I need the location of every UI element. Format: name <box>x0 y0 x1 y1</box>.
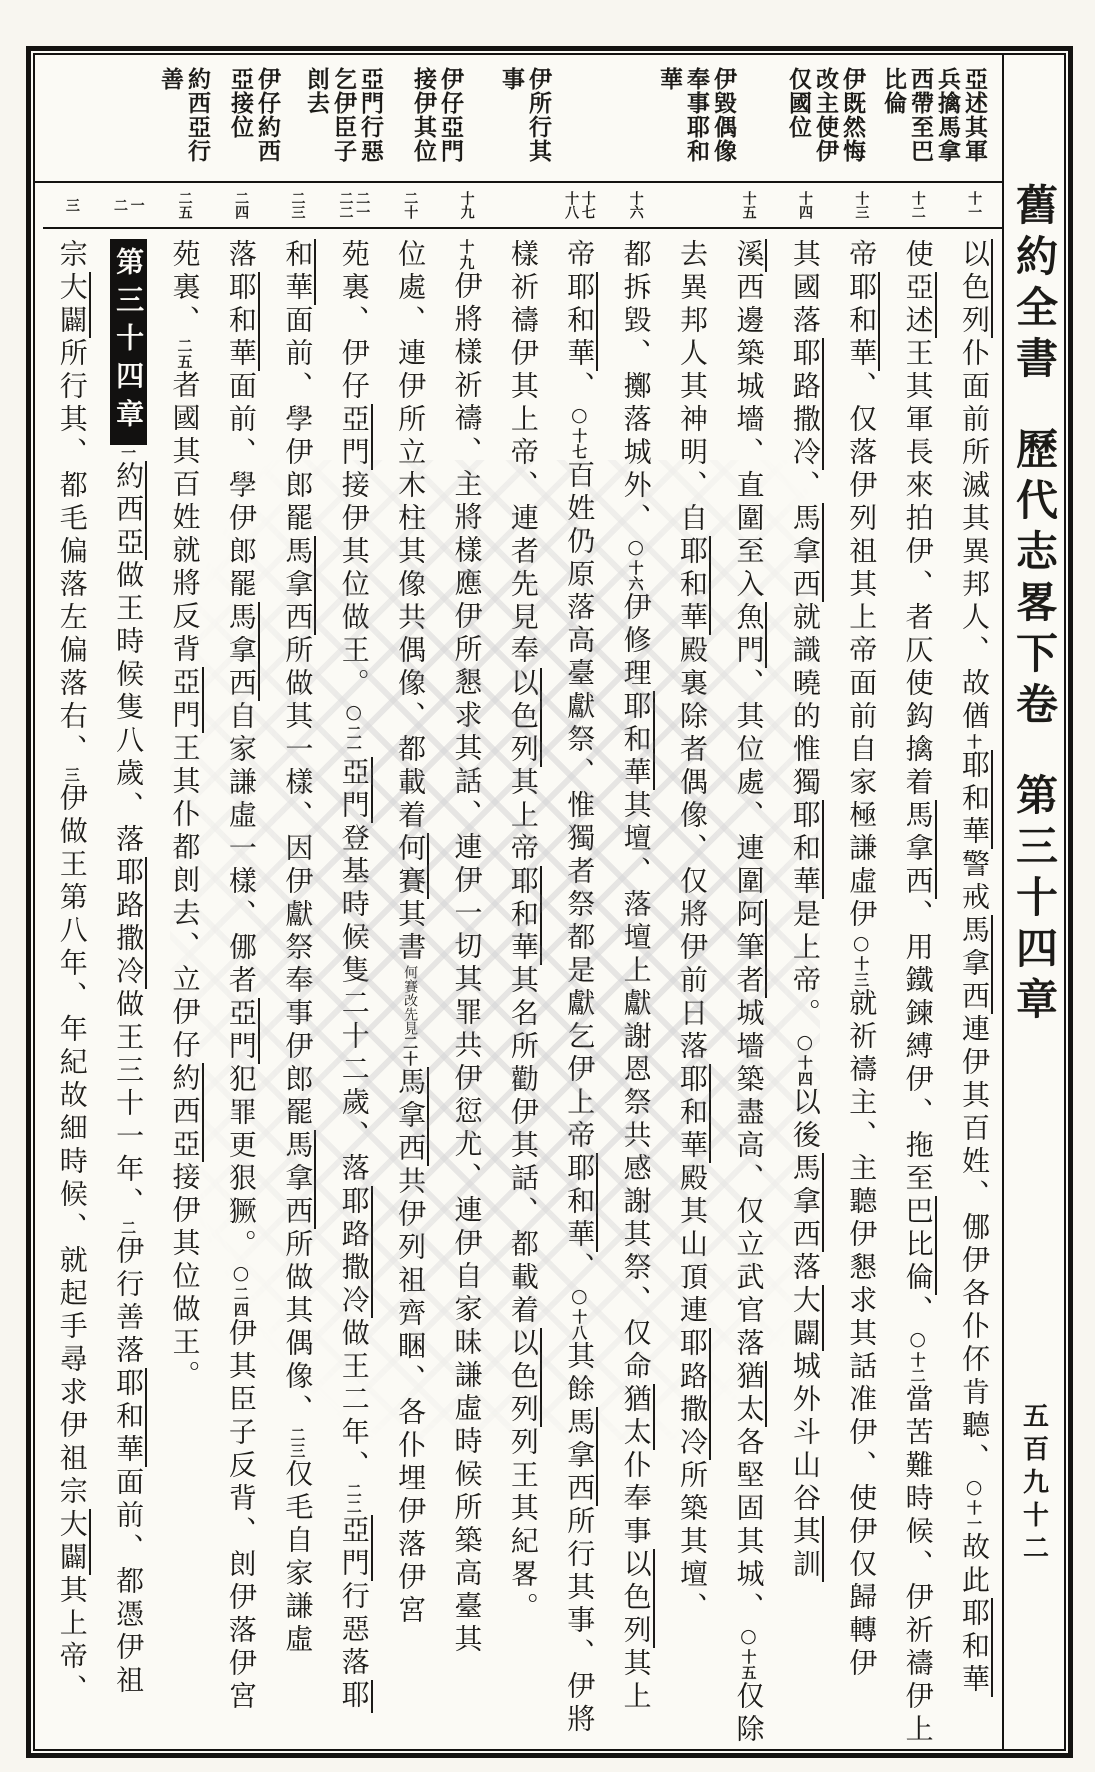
column-text <box>664 229 720 1749</box>
column-text <box>43 229 99 1749</box>
summary-phrase: 約西亞行善 <box>157 67 211 163</box>
text-run: 仆面前所滅其異邦人、故偤 <box>958 338 991 734</box>
proper-name-run: 魚門 <box>732 602 766 668</box>
text-run: 連伊其百姓、㑚伊各仆伓肯聽、 <box>958 1014 991 1476</box>
verse-header-number: 十五 <box>740 191 757 219</box>
text-run: 城墻築盡高、仅立武官落 <box>732 998 766 1361</box>
text-run: 伊行善落 <box>112 1236 146 1368</box>
verse-header-number: 二三 <box>289 191 306 219</box>
proper-name-run: 阿筆者 <box>732 899 766 998</box>
running-title <box>1005 55 1063 1028</box>
verse-number-marker: 十五 <box>739 1649 758 1681</box>
verse-header-cell <box>889 183 945 229</box>
text-run: 當苦難時候、伊祈禱伊上 <box>901 1384 935 1747</box>
column-text <box>833 229 889 1749</box>
text-run: 就識曉的惟獨 <box>788 602 822 800</box>
text-run: 所行其、都毛偏落左偏落右、 <box>55 338 89 767</box>
text-run: 接伊其位做王。 <box>168 1162 202 1393</box>
verse-header-cell <box>664 183 720 229</box>
column-text <box>382 229 438 1749</box>
verse-number-marker: 二 <box>119 1220 138 1236</box>
text-run: 列王其紀畧。 <box>506 1427 540 1625</box>
verse-header-cell <box>156 183 212 229</box>
page-number: 五百九十二 <box>1018 1402 1049 1567</box>
text-run: 故此 <box>958 1532 991 1598</box>
verse-header-cell <box>438 183 494 229</box>
verse-header-cell <box>946 183 1002 229</box>
verse-number-marker: 二五 <box>175 338 194 370</box>
column-text <box>438 229 494 1749</box>
text-run: 接伊其位做王。 <box>337 470 371 701</box>
verse-number-marker: 三 <box>62 767 81 783</box>
proper-name-run: 巴比倫 <box>901 1196 935 1295</box>
proper-name-run: 馬拿西 <box>901 800 935 899</box>
summary-phrase: 伊既然悔改主使伊仅國位 <box>785 67 866 163</box>
text-run: 做王時候隻八歲、落 <box>112 560 146 857</box>
proper-name-run: 耶和華 <box>563 272 597 371</box>
proper-name-run: 耶路撒冷 <box>788 338 822 470</box>
text-run: 面前、學伊郎罷 <box>224 371 258 602</box>
verse-ring: ○ <box>568 1285 591 1309</box>
column-text <box>325 229 381 1749</box>
verse-header-number: 二 <box>111 198 128 212</box>
text-column <box>607 183 663 1749</box>
text-column <box>325 183 381 1749</box>
text-column <box>494 183 550 1749</box>
proper-name-run: 其訓 <box>788 1516 822 1582</box>
text-run: 其壇、落壇上獻謝恩祭共感謝其祭、仅命 <box>619 790 653 1384</box>
text-run: 、 <box>563 371 597 404</box>
text-run: 其上 <box>619 1648 653 1714</box>
column-text <box>213 229 269 1749</box>
proper-name-run: 馬拿西 <box>281 1130 315 1229</box>
proper-name-run: 耶路撒冷 <box>676 1328 710 1460</box>
proper-name-run: 馬拿西 <box>563 1407 597 1506</box>
summary-phrase: 伊所行其事 <box>498 67 552 163</box>
verse-header-number: 十七 <box>579 191 596 219</box>
text-run: 其國落 <box>788 239 822 338</box>
proper-name-run: 耶 <box>337 1680 371 1713</box>
text-run: 、用鐵鍊縛伊、拖至 <box>901 899 935 1196</box>
text-run: 百姓仍原落高臺獻祭、惟獨者祭都是獻乞伊上帝 <box>563 460 597 1153</box>
text-run: 帝 <box>845 239 879 272</box>
verse-ring: ○ <box>850 932 873 956</box>
text-run: 、仅落伊列祖其上帝面前自家極謙虛伊 <box>845 371 879 932</box>
summary-phrase: 伊毀偶像奉事耶和華 <box>656 67 737 163</box>
verse-header-cell <box>776 183 832 229</box>
text-run: 位處、連伊所立木柱其像共偶像、都載着 <box>394 239 428 833</box>
text-run: 王其軍長來拍伊、者仄使鈎擒着 <box>901 338 935 800</box>
text-run: 殿其山頂連 <box>676 1163 710 1328</box>
text-run: 所行其事、伊將 <box>563 1506 597 1737</box>
text-run: 仆奉事 <box>619 1450 653 1549</box>
text-run: 登基時候隻二十二歲、落 <box>337 823 371 1186</box>
proper-name-run: 約西亞 <box>168 1063 202 1162</box>
verse-number-marker: 十九 <box>457 239 476 271</box>
summary-phrase: 伊仔亞門接伊其位 <box>410 67 464 163</box>
proper-name-run: 耶和華 <box>506 866 540 965</box>
verse-ring: ○ <box>793 1031 816 1055</box>
proper-name-run: 耶和華 <box>845 272 879 371</box>
text-column <box>43 183 99 1749</box>
proper-name-run: 耶和華 <box>676 536 710 635</box>
text-run: 仅除 <box>732 1681 766 1747</box>
verse-number-marker: 十 <box>965 734 983 750</box>
text-column <box>156 183 212 1749</box>
proper-name-run: 亞述 <box>901 272 935 338</box>
section-title: 歷代志畧下卷 <box>1010 427 1059 733</box>
proper-name-run: 馬拿西 <box>788 503 822 602</box>
page-frame <box>26 46 1073 1758</box>
text-run: 仅毛自家謙虛 <box>281 1459 315 1657</box>
column-text <box>156 229 212 1749</box>
text-run: 殿裏除者偶像、仅將伊前日落 <box>676 635 710 1064</box>
verse-header-cell <box>325 183 381 229</box>
verse-header-cell <box>213 183 269 229</box>
proper-name-run: 大闢 <box>788 1285 822 1351</box>
proper-name-run: 耶和華 <box>788 800 822 899</box>
text-columns <box>35 183 1002 1749</box>
text-column <box>889 183 945 1749</box>
proper-name-run: 馬拿西 <box>281 536 315 635</box>
verse-number-marker: 十六 <box>626 560 645 592</box>
summary-phrase: 亞門行惡乞伊臣子剆去 <box>303 67 384 163</box>
verse-ring: ○ <box>342 701 365 725</box>
verse-ring: ○ <box>624 536 647 560</box>
proper-name-run: 耶和華 <box>563 1153 597 1252</box>
text-run: 、 <box>563 1252 597 1285</box>
text-run: 王其仆都剆去、立伊仔 <box>168 733 202 1063</box>
summary-phrase: 亞述其軍兵擒馬拿西帶至巴比倫 <box>880 67 988 163</box>
book-title: 舊約全書 <box>1010 183 1059 387</box>
text-run: 西邊築城墻、直圍至入 <box>732 272 766 602</box>
verse-number-marker: 十八 <box>570 1309 589 1341</box>
proper-name-run: 耶和華 <box>224 272 258 371</box>
proper-name-run: 耶路撒冷 <box>337 1186 371 1318</box>
text-run: 其上帝 <box>506 767 540 866</box>
text-column <box>213 183 269 1749</box>
verse-header-cell <box>382 183 438 229</box>
text-column <box>946 183 1002 1749</box>
text-run: 所做其偶像、 <box>281 1229 315 1427</box>
text-column <box>833 183 889 1749</box>
text-run: 落 <box>224 239 258 272</box>
text-run: 、 <box>901 1295 935 1328</box>
column-text <box>100 229 156 1749</box>
column-text <box>720 229 776 1749</box>
chapter-heading-box: 第三十四章 <box>110 239 147 445</box>
text-run: 、其位處、連圍 <box>732 668 766 899</box>
proper-name-run: 何賽 <box>394 833 428 899</box>
verse-header-number: 三 <box>63 198 80 212</box>
summary-band <box>35 55 1002 183</box>
verse-header-number: 十六 <box>627 191 644 219</box>
content-area <box>35 55 1002 1749</box>
text-column <box>100 183 156 1749</box>
column-text <box>889 229 945 1749</box>
text-run: 宗 <box>55 239 89 272</box>
column-text <box>946 229 1002 1749</box>
text-run: 面前、都憑伊祖 <box>112 1467 146 1698</box>
title-column <box>1002 55 1064 1749</box>
proper-name-run: 以色列 <box>506 1328 540 1427</box>
text-run: 各堅固其城、 <box>732 1427 766 1625</box>
column-text <box>607 229 663 1749</box>
text-run: 所做其一樣、因伊獻祭奉事伊郎罷 <box>281 635 315 1130</box>
verse-number-marker: 十二 <box>908 1352 927 1384</box>
proper-name-run: 馬拿西 <box>958 915 991 1014</box>
verse-header-number: 二五 <box>176 191 193 219</box>
proper-name-run: 亞門 <box>337 1515 371 1581</box>
verse-ring: ○ <box>906 1328 929 1352</box>
verse-header-cell <box>494 183 550 229</box>
proper-name-run: 馬拿西 <box>788 1153 822 1252</box>
page-inner-frame <box>33 53 1066 1751</box>
text-run: 、 <box>788 470 822 503</box>
text-run: 以後 <box>788 1087 822 1153</box>
verse-number-marker: 十三 <box>852 956 871 988</box>
proper-name-run: 亞門 <box>168 667 202 733</box>
chapter-title: 第三十四章 <box>1010 773 1059 1028</box>
verse-header-number: 十八 <box>563 191 580 219</box>
verse-header-cell <box>43 183 99 229</box>
proper-name-run: 耶和華 <box>619 691 653 790</box>
text-run: 使 <box>901 239 935 272</box>
proper-name-run: 溪 <box>732 239 766 272</box>
proper-name-run: 約西亞 <box>112 461 146 560</box>
proper-name-run: 耶和華 <box>112 1368 146 1467</box>
text-run: 面前、學伊郎罷 <box>281 305 315 536</box>
verse-number-marker: 二四 <box>231 1286 250 1318</box>
text-column <box>664 183 720 1749</box>
verse-header-number: 十九 <box>458 191 475 219</box>
verse-number-marker: 十一 <box>965 1500 983 1532</box>
text-run: 樣祈禱伊其上帝、連者先見奉 <box>506 239 540 668</box>
text-run: 伊做王第八年、年紀故細時候、就起手尋求伊祖宗 <box>55 783 89 1509</box>
verse-number-marker: 二二 <box>344 1483 363 1515</box>
text-run: 犯罪更狠獗。 <box>224 1064 258 1262</box>
verse-ring: ○ <box>737 1625 760 1649</box>
column-text <box>494 229 550 1749</box>
proper-name-run: 耶和華 <box>676 1064 710 1163</box>
verse-header-number: 十一 <box>966 191 983 219</box>
proper-name-run: 馬拿西 <box>224 602 258 701</box>
text-run: 去異邦人其神明、自 <box>676 239 710 536</box>
proper-name-run: 馬拿西 <box>394 1067 428 1166</box>
text-run: 其書 <box>394 899 428 965</box>
text-run: 城外斗山谷 <box>788 1351 822 1516</box>
verse-number-marker: 十七 <box>570 428 589 460</box>
text-run: 者國其百姓就將反背 <box>168 370 202 667</box>
text-run: 伊其臣子反背、剆伊落伊宮 <box>224 1318 258 1714</box>
text-run: 其名所勸伊其話、都載着 <box>506 965 540 1328</box>
text-run: 共伊列祖齊睏、各仆埋伊落伊宮 <box>394 1166 428 1628</box>
verse-header-cell <box>607 183 663 229</box>
proper-name-run: 和華 <box>281 239 315 305</box>
text-run: 做王三十一年、 <box>112 989 146 1220</box>
verse-header-number: 十二 <box>909 191 926 219</box>
verse-header-number: 十三 <box>853 191 870 219</box>
text-run: 自家謙虛一樣、㑚者 <box>224 701 258 998</box>
verse-header-cell <box>833 183 889 229</box>
text-column <box>776 183 832 1749</box>
verse-number-marker: 二十 <box>401 1035 420 1067</box>
verse-header-number: 二四 <box>233 191 250 219</box>
verse-ring: ○ <box>963 1476 985 1500</box>
verse-header-number: 二二 <box>337 191 354 219</box>
column-text <box>776 229 832 1749</box>
proper-name-run: 以色列 <box>619 1549 653 1648</box>
text-run: 其餘 <box>563 1341 597 1407</box>
text-run: 都拆毀、擲落城外、 <box>619 239 653 536</box>
proper-name-run: 耶和華 <box>958 1598 991 1697</box>
text-column <box>720 183 776 1749</box>
text-column <box>382 183 438 1749</box>
column-text <box>269 229 325 1749</box>
text-run: 伊將樣祈禱、主將樣應伊所懇求其話、連伊一切其罪共伊愆尤、連伊自家昧謙虛時候所築高臺其 <box>450 271 484 1657</box>
proper-name-run: 耶和華 <box>958 750 991 849</box>
proper-name-run: 亞門 <box>224 998 258 1064</box>
verse-ring: ○ <box>229 1262 252 1286</box>
text-run: 警戒 <box>958 849 991 915</box>
proper-name-run: 大闢 <box>55 1509 89 1575</box>
text-run: 苑裏、伊仔 <box>337 239 371 404</box>
summary-phrase: 伊仔約西亞接位 <box>227 67 281 163</box>
text-run: 做王二年、 <box>337 1318 371 1483</box>
verse-number-marker: 二一 <box>344 725 363 757</box>
verse-number-marker: 十四 <box>795 1055 814 1087</box>
text-run: 就祈禱主、主聽伊懇求其話准伊、使伊仅歸轉伊 <box>845 988 879 1681</box>
proper-name-run: 以色列 <box>506 668 540 767</box>
text-run: 伊修理 <box>619 592 653 691</box>
verse-header-cell <box>269 183 325 229</box>
verse-header-cell <box>720 183 776 229</box>
text-run: 所築其壇、 <box>676 1460 710 1625</box>
verse-header-number: 二十 <box>402 191 419 219</box>
text-run: 落 <box>788 1252 822 1285</box>
text-run: 行惡落 <box>337 1581 371 1680</box>
text-column <box>551 183 607 1749</box>
text-column <box>269 183 325 1749</box>
gloss-note: 何賽改先見 <box>402 965 419 1035</box>
proper-name-run: 亞門 <box>337 757 371 823</box>
proper-name-run: 猶太 <box>732 1361 766 1427</box>
column-text <box>551 229 607 1749</box>
text-run: 苑裏、 <box>168 239 202 338</box>
verse-header-cell <box>100 183 156 229</box>
proper-name-run: 亞門 <box>337 404 371 470</box>
verse-number-marker: 一 <box>119 445 138 461</box>
text-column <box>438 183 494 1749</box>
proper-name-run: 以色列 <box>958 239 991 338</box>
verse-header-number: 一 <box>128 198 145 212</box>
verse-number-marker: 二三 <box>288 1427 307 1459</box>
verse-header-cell <box>551 183 607 229</box>
verse-header-number: 十四 <box>796 191 813 219</box>
proper-name-run: 耶路撒冷 <box>112 857 146 989</box>
text-run: 帝 <box>563 239 597 272</box>
text-run: 是上帝。 <box>788 899 822 1031</box>
proper-name-run: 大闢 <box>55 272 89 338</box>
text-run: 其上帝、 <box>55 1575 89 1707</box>
verse-ring: ○ <box>568 404 591 428</box>
proper-name-run: 猶太 <box>619 1384 653 1450</box>
verse-header-number: 二一 <box>354 191 371 219</box>
